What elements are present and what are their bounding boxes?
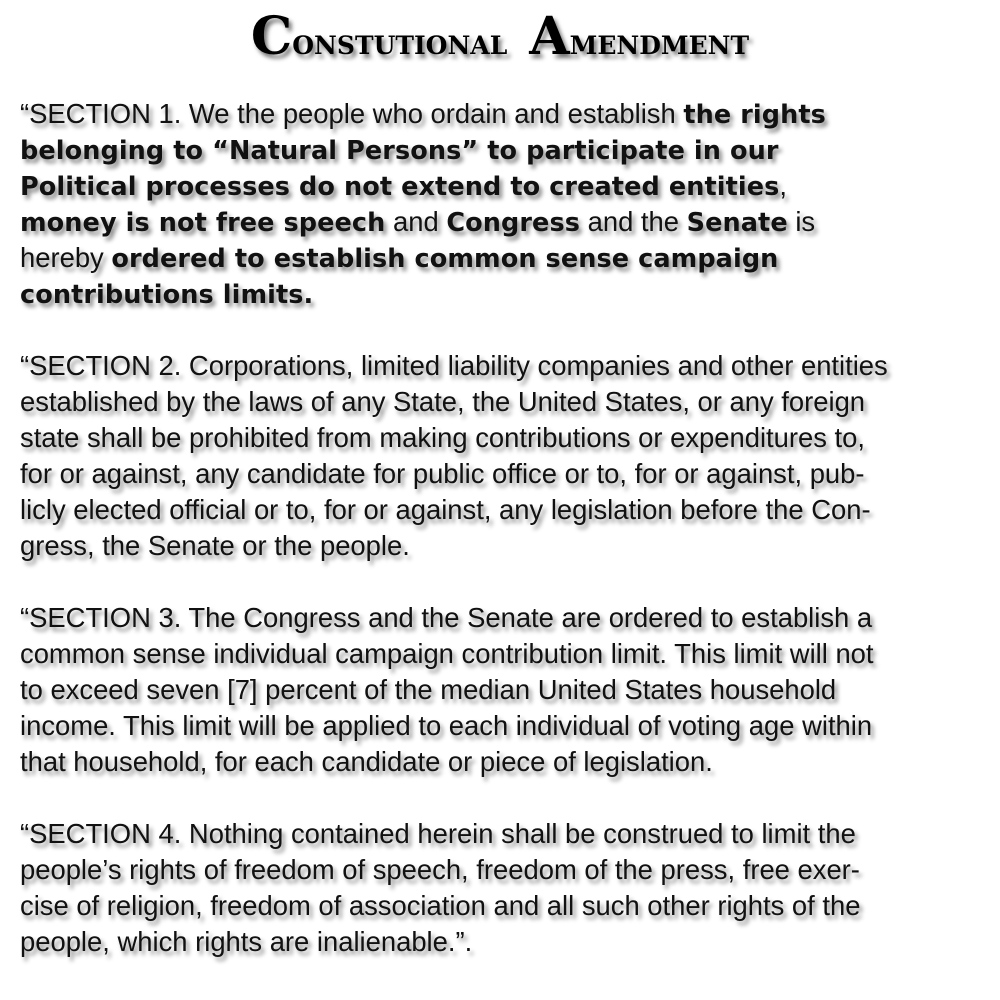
section-4-line: cise of religion, freedom of association and all such other rights of the xyxy=(20,890,861,921)
section-3-line: common sense individual campaign contribution limit. This limit will not xyxy=(20,638,874,669)
section-3-line: income. This limit will be applied to each individual of voting age within xyxy=(20,710,873,741)
title-initial-1: C xyxy=(250,6,293,67)
text-run: and xyxy=(385,206,447,237)
section-2-line: for or against, any candidate for public office or to, for or against, pub- xyxy=(20,458,865,489)
title-rest-2: mendment xyxy=(569,21,750,63)
section-1-line-3 xyxy=(20,168,978,204)
section-3 xyxy=(20,600,978,780)
section-1 xyxy=(20,96,978,312)
text-run: hereby xyxy=(20,242,112,273)
bold-run: money is not free speech xyxy=(20,208,386,238)
page-title xyxy=(0,6,1000,67)
text-run: is xyxy=(787,206,816,237)
section-2 xyxy=(20,348,978,564)
title-initial-2: A xyxy=(529,6,570,67)
section-4-line: people’s rights of freedom of speech, freedom of the press, free exer- xyxy=(20,854,860,885)
text-run: “SECTION 1. We the people who ordain and establish xyxy=(20,98,684,129)
bold-run: ordered to establish common sense campaign xyxy=(111,244,779,274)
section-2-line: established by the laws of any State, the United States, or any foreign xyxy=(20,386,866,417)
section-2-line: state shall be prohibited from making contributions or expenditures to, xyxy=(20,422,866,453)
section-1-line-4 xyxy=(20,204,978,240)
bold-run: contributions limits. xyxy=(20,280,314,310)
section-1-line-5 xyxy=(20,240,978,276)
section-2-line: licly elected official or to, for or against, any legislation before the Con- xyxy=(20,494,871,525)
bold-run: Senate xyxy=(686,208,788,238)
bold-run: Political processes do not extend to created entities xyxy=(20,172,780,202)
section-2-line: “SECTION 2. Corporations, limited liability companies and other entities xyxy=(20,350,888,381)
bold-run: belonging to “Natural Persons” to participate in our xyxy=(20,136,779,166)
section-3-line: to exceed seven [7] percent of the median United States household xyxy=(20,674,837,705)
amendment-text xyxy=(20,96,978,996)
title-rest-1: onstutional xyxy=(292,21,508,63)
section-2-line: gress, the Senate or the people. xyxy=(20,530,410,561)
section-3-line: that household, for each candidate or piece of legislation. xyxy=(20,746,713,777)
section-4 xyxy=(20,816,978,960)
bold-run: the rights xyxy=(683,100,826,130)
bold-run: Congress xyxy=(446,208,580,238)
section-1-line-6 xyxy=(20,276,978,312)
section-4-line: people, which rights are inalienable.”. xyxy=(20,926,473,957)
text-run: and the xyxy=(580,206,687,237)
section-1-line-2 xyxy=(20,132,978,168)
text-run: , xyxy=(779,170,788,201)
section-1-line-1 xyxy=(20,96,978,132)
section-3-line: “SECTION 3. The Congress and the Senate are ordered to establish a xyxy=(20,602,873,633)
section-4-line: “SECTION 4. Nothing contained herein shall be construed to limit the xyxy=(20,818,856,849)
